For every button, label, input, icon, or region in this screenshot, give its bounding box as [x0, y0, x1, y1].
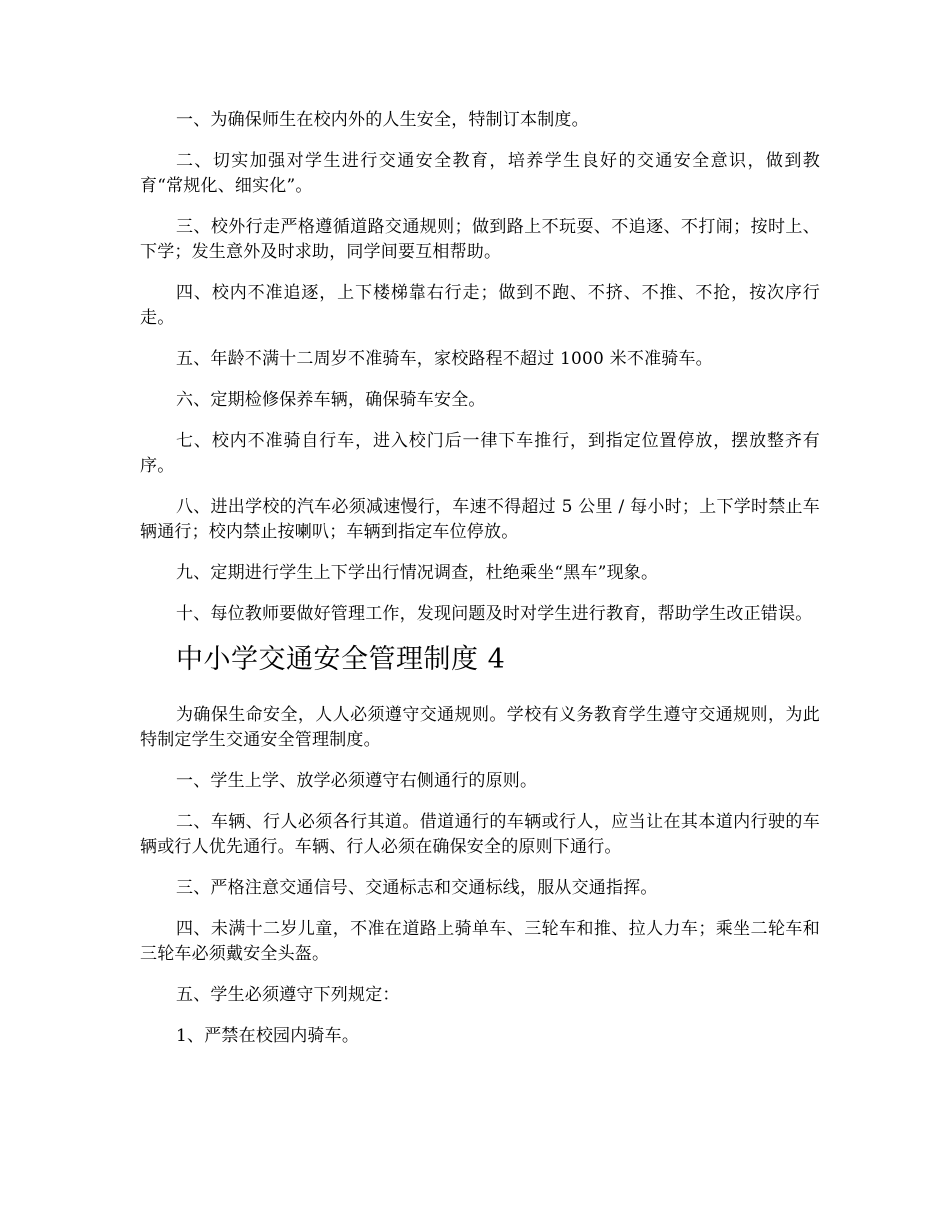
paragraph: 三、校外行走严格遵循道路交通规则；做到路上不玩耍、不追逐、不打闹；按时上、下学；发生意外及时求助，同学间要互相帮助。: [140, 217, 820, 262]
paragraph: 一、为确保师生在校内外的人生安全，特制订本制度。: [176, 110, 589, 130]
paragraph: 五、学生必须遵守下列规定：: [176, 985, 400, 1005]
paragraph: 一、学生上学、放学必须遵守右侧通行的原则。: [176, 771, 538, 791]
paragraph: 九、定期进行学生上下学出行情况调查，杜绝乘坐“黑车”现象。: [176, 563, 659, 583]
paragraph: 四、未满十二岁儿童，不准在道路上骑单车、三轮车和推、拉人力车；乘坐二轮车和三轮车必须戴安全头盔。: [140, 919, 820, 964]
paragraph: 四、校内不准追逐，上下楼梯靠右行走；做到不跑、不挤、不推、不抢，按次序行走。: [140, 283, 820, 328]
paragraph: 十、每位教师要做好管理工作，发现问题及时对学生进行教育，帮助学生改正错误。: [176, 604, 813, 624]
paragraph: 三、严格注意交通信号、交通标志和交通标线，服从交通指挥。: [176, 878, 658, 898]
document-page: [140, 108, 820, 1065]
section-heading: 中小学交通安全管理制度 4: [176, 644, 506, 675]
paragraph: 八、进出学校的汽车必须减速慢行，车速不得超过 5 公里 / 每小时；上下学时禁止车辆通行；校内禁止按喇叭；车辆到指定车位停放。: [140, 497, 820, 542]
paragraph: 五、年龄不满十二周岁不准骑车，家校路程不超过 1000 米不准骑车。: [176, 349, 713, 369]
paragraph: 二、切实加强对学生进行交通安全教育，培养学生良好的交通安全意识，做到教育“常规化、细实化”。: [140, 151, 820, 196]
paragraph: 七、校内不准骑自行车，进入校门后一律下车推行，到指定位置停放，摆放整齐有序。: [140, 431, 820, 476]
paragraph: 二、车辆、行人必须各行其道。借道通行的车辆或行人，应当让在其本道内行驶的车辆或行人优先通行。车辆、行人必须在确保安全的原则下通行。: [140, 812, 820, 857]
paragraph: 为确保生命安全，人人必须遵守交通规则。学校有义务教育学生遵守交通规则，为此特制定学生交通安全管理制度。: [140, 705, 820, 750]
paragraph: 1、严禁在校园内骑车。: [176, 1026, 360, 1046]
paragraph: 六、定期检修保养车辆，确保骑车安全。: [176, 390, 486, 410]
